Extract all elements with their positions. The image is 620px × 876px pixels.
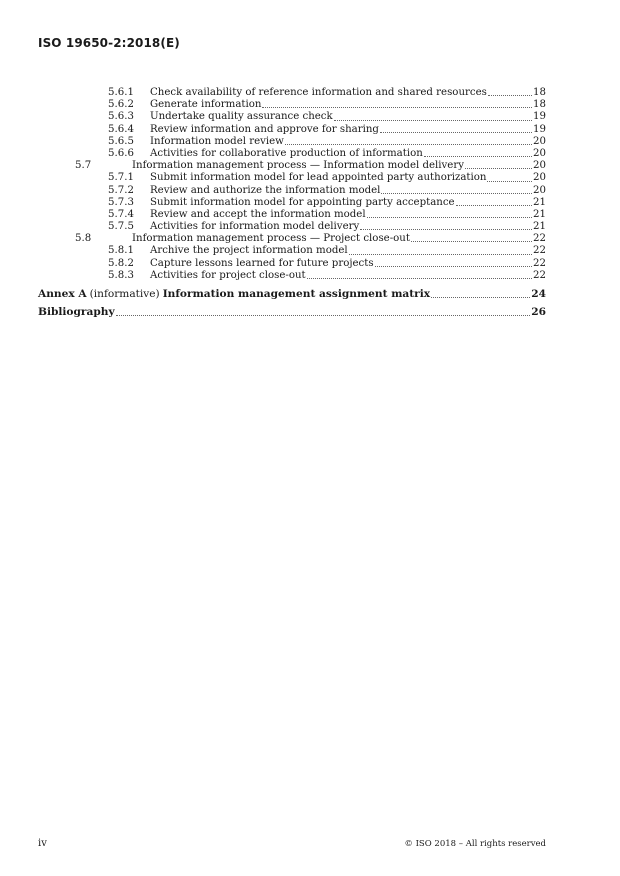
dot-leader [285,143,532,145]
toc-entry-page: 22 [533,233,546,245]
toc-entry[interactable] [38,258,546,270]
annex-title: Information management assignment matrix [162,288,431,300]
toc-entry-page: 22 [533,245,546,257]
toc-entry-page: 18 [533,87,546,98]
toc-entry[interactable] [38,172,546,184]
toc-entry-title: Submit information model for lead appointed party authorization [150,172,487,184]
dot-leader [381,192,532,194]
toc-entry-number: 5.8.2 [108,257,134,269]
dot-leader [456,204,532,206]
toc-entry-title: Information management process — Information model delivery [132,160,464,172]
dot-leader [360,228,532,230]
toc-annex-entry[interactable] [38,287,546,301]
toc-entry-page: 20 [533,160,546,172]
toc-entry-page: 18 [533,99,546,111]
toc-entry-title: Capture lessons learned for future projects [150,257,374,269]
dot-leader [487,180,532,182]
toc-entry-number: 5.7 [75,160,92,172]
toc-entry-number: 5.8.1 [108,245,134,257]
toc-entry[interactable] [38,160,546,172]
toc-entry-title: Activities for collaborative production of information [150,147,423,159]
toc-entry-page: 20 [533,172,546,184]
toc-entry-page: 20 [533,184,546,196]
toc-entry-title: Archive the project information model [150,245,348,257]
toc-entry[interactable] [38,221,546,233]
toc-entry[interactable] [38,245,546,257]
toc-entry-number: 5.8.3 [108,269,134,281]
toc-entry-number: 5.7.1 [108,172,134,184]
toc-entry-number: 5.7.2 [108,184,134,196]
dot-leader [488,94,532,96]
annex-tag: (informative) [89,288,160,300]
toc-entry-page: 21 [533,221,546,233]
toc-entry[interactable] [38,197,546,209]
toc-bibliography-entry[interactable] [38,305,546,319]
dot-leader [431,296,530,298]
toc-entry-number: 5.7.4 [108,208,134,220]
dot-leader [411,240,532,242]
toc-entry-title: Review information and approve for sharing [150,123,379,135]
toc-entry-title: Review and authorize the information model [150,184,381,196]
page-number: iv [38,838,47,849]
table-of-contents [38,87,546,319]
dot-leader [307,277,532,279]
toc-entry-number: 5.7.3 [108,196,134,208]
toc-entry-page: 20 [533,135,546,147]
bibliography-page: 26 [531,306,546,318]
dot-leader [465,167,532,169]
toc-entry-number: 5.6.2 [108,99,134,111]
toc-entry-title: Information model review [150,135,284,147]
toc-entry[interactable] [38,87,546,99]
toc-entry[interactable] [38,99,546,111]
dot-leader [375,265,532,267]
toc-entry[interactable] [38,148,546,160]
copyright-notice: © ISO 2018 – All rights reserved [404,839,546,849]
toc-entry[interactable] [38,136,546,148]
toc-entry-title: Information management process — Project close-out [132,233,410,245]
toc-entry-page: 19 [533,123,546,135]
toc-entry-title: Activities for information model delivery [150,221,360,233]
bibliography-title: Bibliography [38,306,115,318]
toc-entry-page: 21 [533,196,546,208]
toc-entry[interactable] [38,209,546,221]
annex-label: Annex A [38,288,87,300]
toc-entry-page: 19 [533,111,546,123]
toc-entry-page: 20 [533,147,546,159]
toc-entry[interactable] [38,185,546,197]
toc-entry-title: Activities for project close-out [150,269,306,281]
toc-entry-number: 5.7.5 [108,221,134,233]
toc-entry-number: 5.8 [75,233,92,245]
dot-leader [116,314,531,316]
toc-entry-number: 5.6.6 [108,147,134,159]
toc-entry-title: Undertake quality assurance check [150,111,333,123]
annex-page: 24 [531,288,546,300]
toc-entry-title: Submit information model for appointing party acceptance [150,196,455,208]
dot-leader [262,106,532,108]
toc-entry[interactable] [38,270,546,282]
toc-entry-page: 22 [533,257,546,269]
toc-entry[interactable] [38,111,546,123]
dot-leader [349,253,532,255]
toc-entry-page: 21 [533,208,546,220]
toc-entry-page: 22 [533,269,546,281]
toc-entry-number: 5.6.4 [108,123,134,135]
toc-entry[interactable] [38,233,546,245]
toc-entry[interactable] [38,124,546,136]
dot-leader [380,131,532,133]
toc-entry-number: 5.6.1 [108,87,134,98]
dot-leader [367,216,532,218]
toc-entry-title: Generate information [150,99,262,111]
dot-leader [334,119,532,121]
dot-leader [424,155,532,157]
toc-entry-number: 5.6.3 [108,111,134,123]
toc-entry-title: Check availability of reference information and shared resources [150,87,487,98]
toc-entry-number: 5.6.5 [108,135,134,147]
document-header: ISO 19650-2:2018(E) [38,36,180,50]
toc-entry-title: Review and accept the information model [150,208,366,220]
